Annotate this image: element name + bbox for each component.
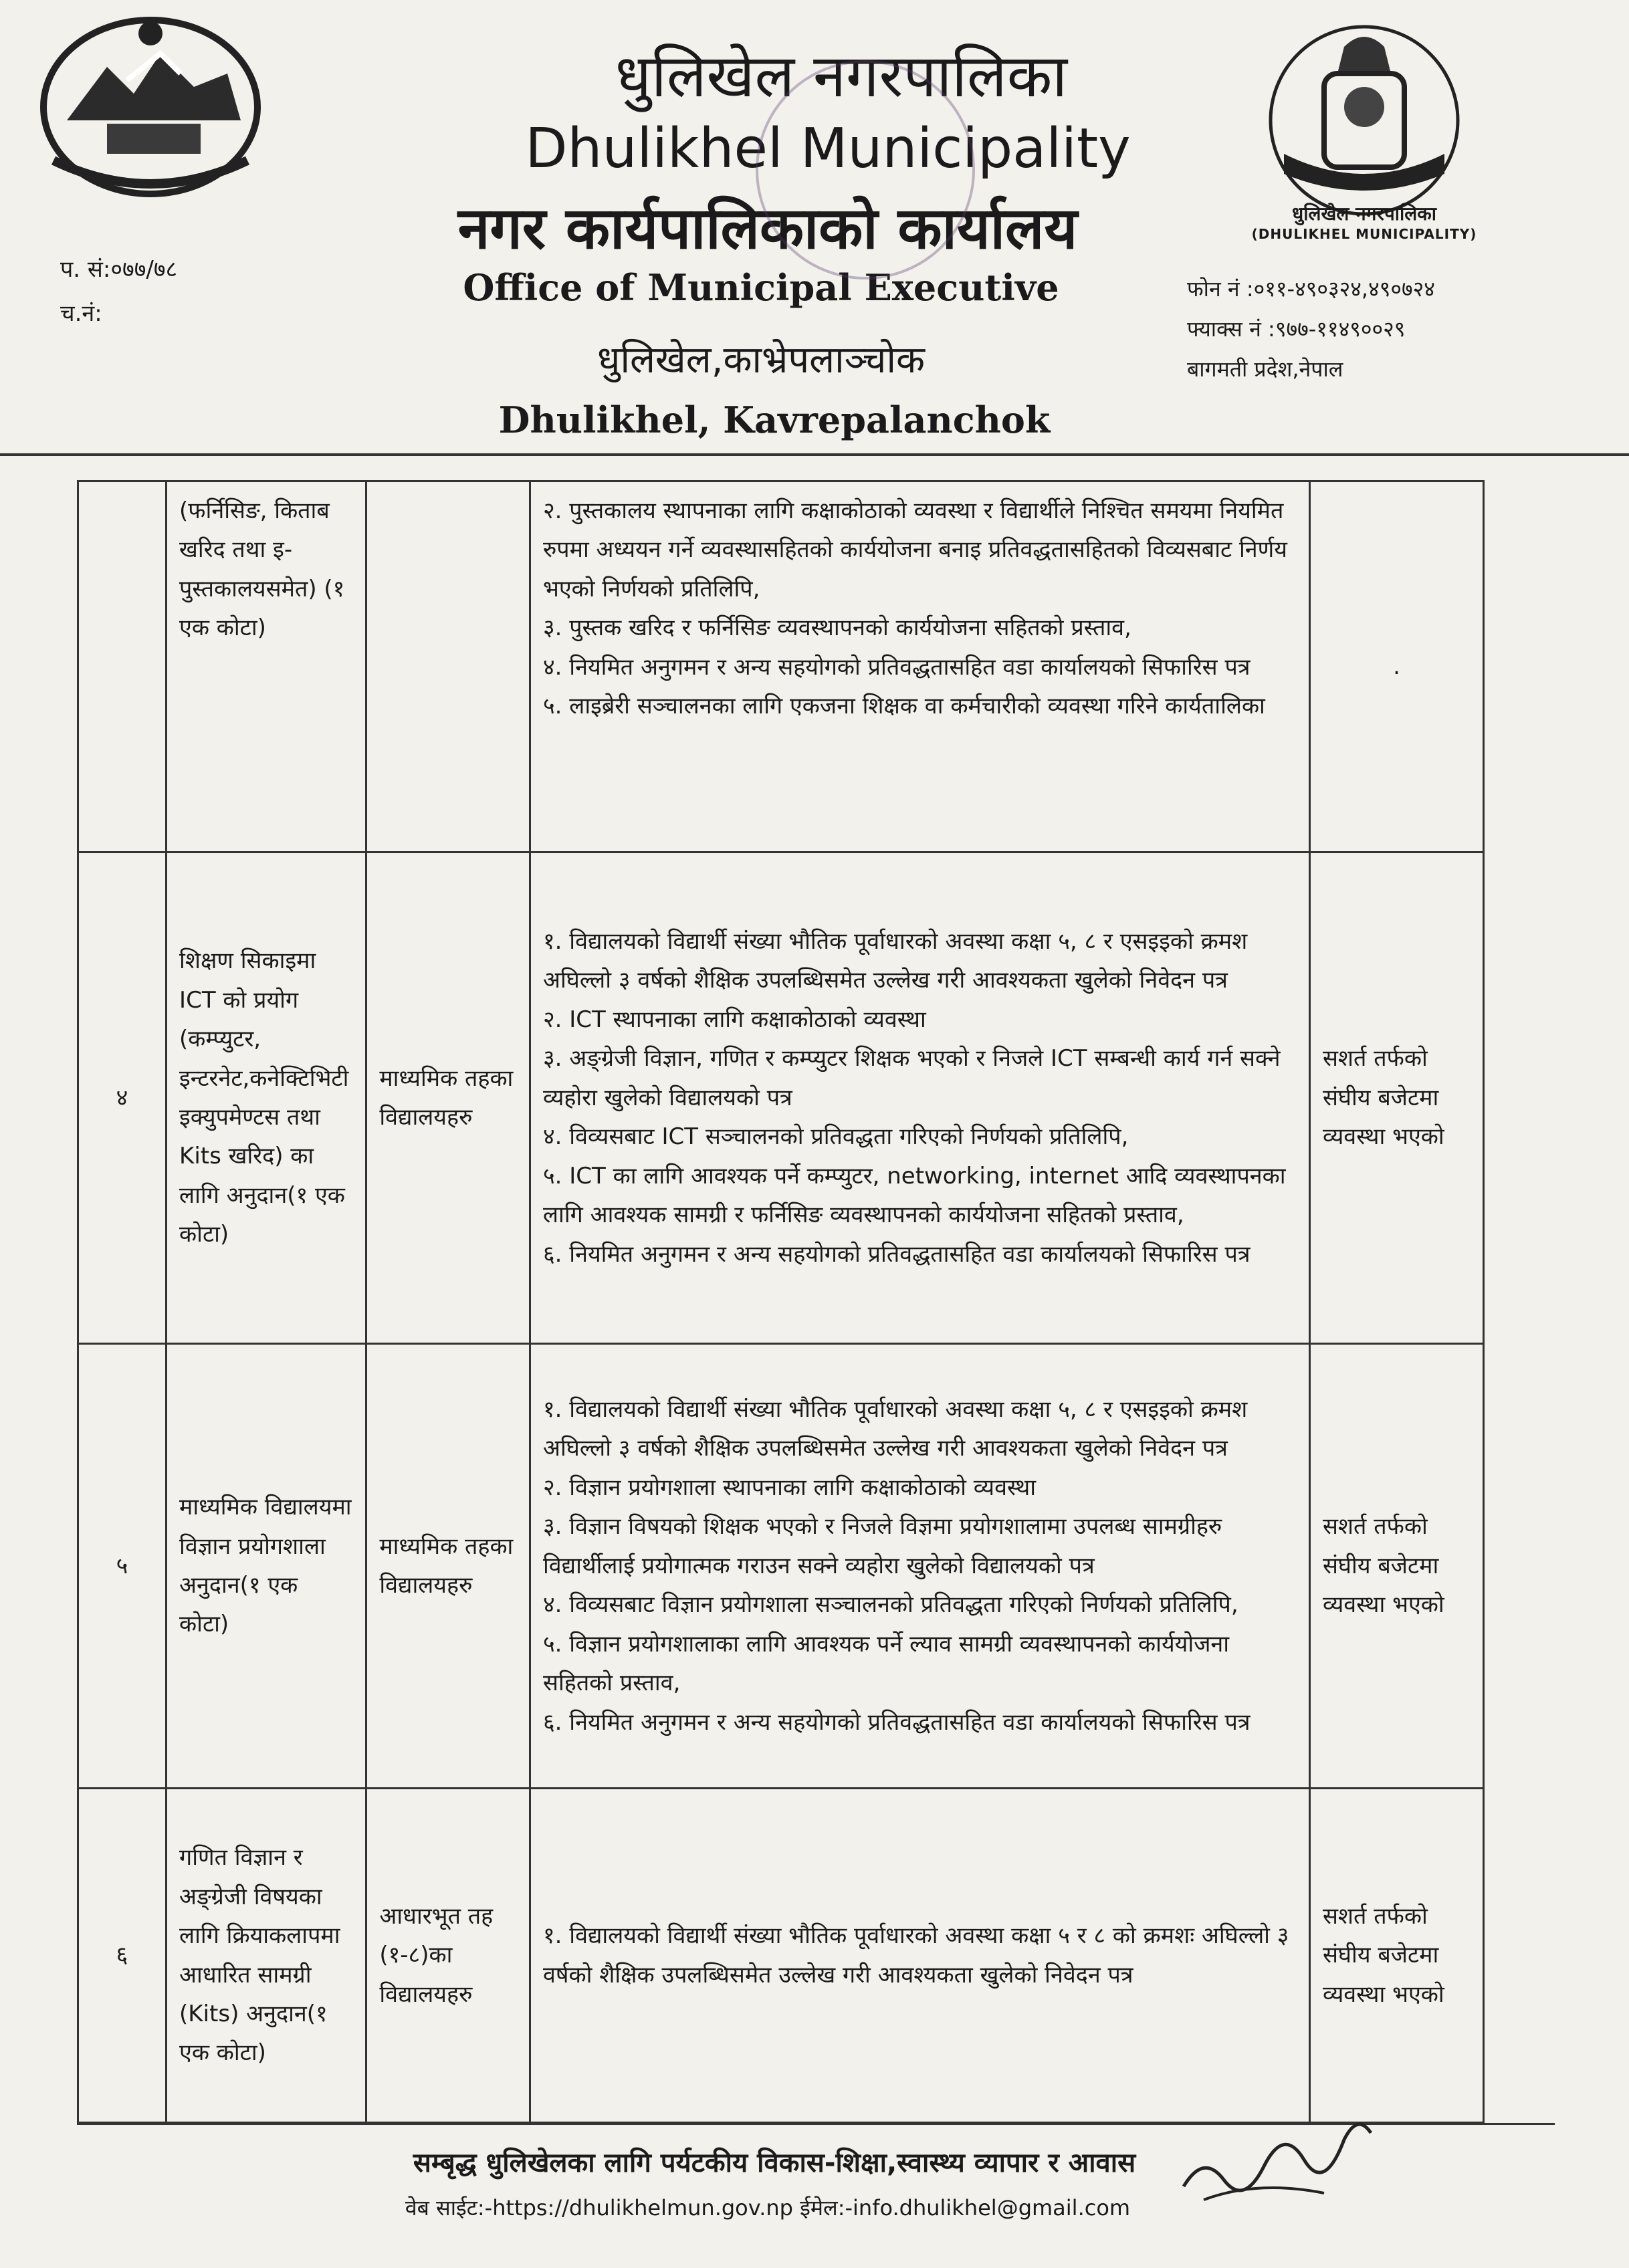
document-item: १. विद्यालयको विद्यार्थी संख्या भौतिक पूर्वाधारको अवस्था कक्षा ५ र ८ को क्रमशः अघिल्लो ३ वर्षको शैक्षिक उपलब्धिसमेत उल्लेख गरी आवश्यकता खुलेको निवेदन पत्र <box>542 1922 1289 1989</box>
document-item: १. विद्यालयको विद्यार्थी संख्या भौतिक पूर्वाधारको अवस्था कक्षा ५, ८ र एसइइको क्रमश अघिल्लो ३ वर्षको शैक्षिक उपलब्धिसमेत उल्लेख गरी आवश्यकता खुलेको निवेदन पत्र <box>542 927 1248 994</box>
office-stamp <box>756 60 975 279</box>
footer-contact: वेब साईट:-https://dhulikhelmun.gov.np ईमेल:-info.dhulikhel@gmail.com <box>405 2195 1131 2221</box>
required-documents-cell <box>530 1789 1309 2123</box>
province-address: बागमती प्रदेश,नेपाल <box>1187 356 1343 382</box>
serial-number-cell: ५ <box>78 1344 167 1789</box>
office-np: नगर कार्यपालिकाको कार्यालय <box>457 195 1078 262</box>
required-documents-cell <box>530 481 1309 853</box>
program-cell: माध्यमिक विद्यालयमा विज्ञान प्रयोगशाला अनुदान(१ एक कोटा) <box>167 1344 366 1789</box>
table-row <box>78 1789 1484 2123</box>
document-item: २. विज्ञान प्रयोगशाला स्थापनाका लागि कक्षाकोठाको व्यवस्था <box>542 1474 1037 1501</box>
address-en: Dhulikhel, Kavrepalanchok <box>498 399 1051 441</box>
document-item: ५. लाइब्रेरी सञ्चालनका लागि एकजना शिक्षक वा कर्मचारीको व्यवस्था गरिने कार्यतालिका <box>542 693 1265 720</box>
signature <box>1177 2100 1378 2213</box>
required-documents-cell <box>530 1344 1309 1789</box>
document-item: ४. विव्यसबाट ICT सञ्चालनको प्रतिवद्धता गरिएको निर्णयको प्रतिलिपि, <box>542 1123 1129 1151</box>
document-item: ३. अङ्ग्रेजी विज्ञान, गणित र कम्प्युटर शिक्षक भएको र निजले ICT सम्बन्धी कार्य गर्न सक्ने व्यहोरा खुलेको विद्यालयको पत्र <box>542 1045 1281 1111</box>
office-en: Office of Municipal Executive <box>463 266 1059 309</box>
dispatch-number: च.नं: <box>60 300 102 327</box>
serial-number-cell: ४ <box>78 853 167 1344</box>
remark-cell: सशर्त तर्फको संघीय बजेटमा व्यवस्था भएको <box>1309 853 1483 1344</box>
table-row <box>78 481 1484 853</box>
title-np: धुलिखेल नगरपालिका <box>615 41 1068 110</box>
logo-label-np: धुलिखेल नगरपालिका <box>1292 203 1436 225</box>
program-cell: शिक्षण सिकाइमा ICT को प्रयोग (कम्प्युटर, इन्टरनेट,कनेक्टिभिटी इक्युपमेण्टस तथा Kits खरिद) का लागि अनुदान(१ एक कोटा) <box>167 853 366 1344</box>
document-item: ४. विव्यसबाट विज्ञान प्रयोगशाला सञ्चालनको प्रतिवद्धता गरिएको निर्णयको प्रतिलिपि, <box>542 1591 1238 1619</box>
document-item: १. विद्यालयको विद्यार्थी संख्या भौतिक पूर्वाधारको अवस्था कक्षा ५, ८ र एसइइको क्रमश अघिल्लो ३ वर्षको शैक्षिक उपलब्धिसमेत उल्लेख गरी आवश्यकता खुलेको निवेदन पत्र <box>542 1395 1248 1462</box>
title-en: Dhulikhel Municipality <box>525 117 1131 181</box>
document-item: २. ICT स्थापनाका लागि कक्षाकोठाको व्यवस्था <box>542 1006 926 1033</box>
remark-cell: सशर्त तर्फको संघीय बजेटमा व्यवस्था भएको <box>1309 1344 1483 1789</box>
phone-number: फोन नं :०११-४९०३२४,४९०७२४ <box>1187 276 1435 302</box>
document-item: ३. पुस्तक खरिद र फर्निसिङ व्यवस्थापनको कार्ययोजना सहितको प्रस्ताव, <box>542 614 1131 642</box>
program-cell: गणित विज्ञान र अङ्ग्रेजी विषयका लागि क्रियाकलापमा आधारित सामग्री (Kits) अनुदान(१ एक कोटा) <box>167 1789 366 2123</box>
document-item: ६. नियमित अनुगमन र अन्य सहयोगको प्रतिवद्धतासहित वडा कार्यालयको सिफारिस पत्र <box>542 1240 1251 1268</box>
document-item: २. पुस्तकालय स्थापनाका लागि कक्षाकोठाको व्यवस्था र विद्यार्थीले निश्चित समयमा नियमित रुपमा अध्ययन गर्ने व्यवस्थासहितको कार्ययोजना बनाइ प्रतिवद्धतासहितको विव्यसबाट निर्णय भएको निर्णयको प्रतिलिपि, <box>542 497 1287 602</box>
document-item: ६. नियमित अनुगमन र अन्य सहयोगको प्रतिवद्धतासहित वडा कार्यालयको सिफारिस पत्र <box>542 1708 1251 1736</box>
reference-number: प. सं:०७७/७८ <box>60 256 178 283</box>
required-documents-cell <box>530 853 1309 1344</box>
logo-label-en: (DHULIKHEL MUNICIPALITY) <box>1251 226 1477 242</box>
program-cell: (फर्निसिङ, किताब खरिद तथा इ-पुस्तकालयसमेत) (१ एक कोटा) <box>167 481 366 853</box>
header-divider <box>0 453 1629 456</box>
program-table <box>77 480 1485 2124</box>
document-item: ३. विज्ञान विषयको शिक्षक भएको र निजले विज्ञमा प्रयोगशालामा उपलब्ध सामग्रीहरु विद्यार्थीलाई प्रयोगात्मक गराउन सक्ने व्यहोरा खुलेको विद्यालयको पत्र <box>542 1513 1222 1579</box>
serial-number-cell: ६ <box>78 1789 167 2123</box>
target-group-cell: आधारभूत तह (१-८)का विद्यालयहरु <box>366 1789 530 2123</box>
target-group-cell: माध्यमिक तहका विद्यालयहरु <box>366 1344 530 1789</box>
document-item: ५. विज्ञान प्रयोगशालाका लागि आवश्यक पर्ने ल्याव सामग्री व्यवस्थापनको कार्ययोजना सहितको प्रस्ताव, <box>542 1630 1230 1697</box>
document-item: ४. नियमित अनुगमन र अन्य सहयोगको प्रतिवद्धतासहित वडा कार्यालयको सिफारिस पत्र <box>542 653 1251 681</box>
document-item: ५. ICT का लागि आवश्यक पर्ने कम्प्युटर, networking, internet आदि व्यवस्थापनका लागि आवश्यक सामग्री र फर्निसिङ व्यवस्थापनको कार्ययोजना सहितको प्रस्ताव, <box>542 1162 1286 1229</box>
address-np: धुलिखेल,काभ्रेपलाञ्चोक <box>597 338 925 382</box>
fax-number: फ्याक्स नं :९७७-११४९००२९ <box>1187 316 1406 342</box>
table-row <box>78 853 1484 1344</box>
target-group-cell: माध्यमिक तहका विद्यालयहरु <box>366 853 530 1344</box>
remark-cell: सशर्त तर्फको संघीय बजेटमा व्यवस्था भएको <box>1309 1789 1483 2123</box>
footer-slogan: सम्बृद्ध धुलिखेलका लागि पर्यटकीय विकास-शिक्षा,स्वास्थ्य व्यापार र आवास <box>413 2148 1136 2178</box>
remark-cell: . <box>1309 481 1483 853</box>
serial-number-cell <box>78 481 167 853</box>
target-group-cell <box>366 481 530 853</box>
table-row <box>78 1344 1484 1789</box>
